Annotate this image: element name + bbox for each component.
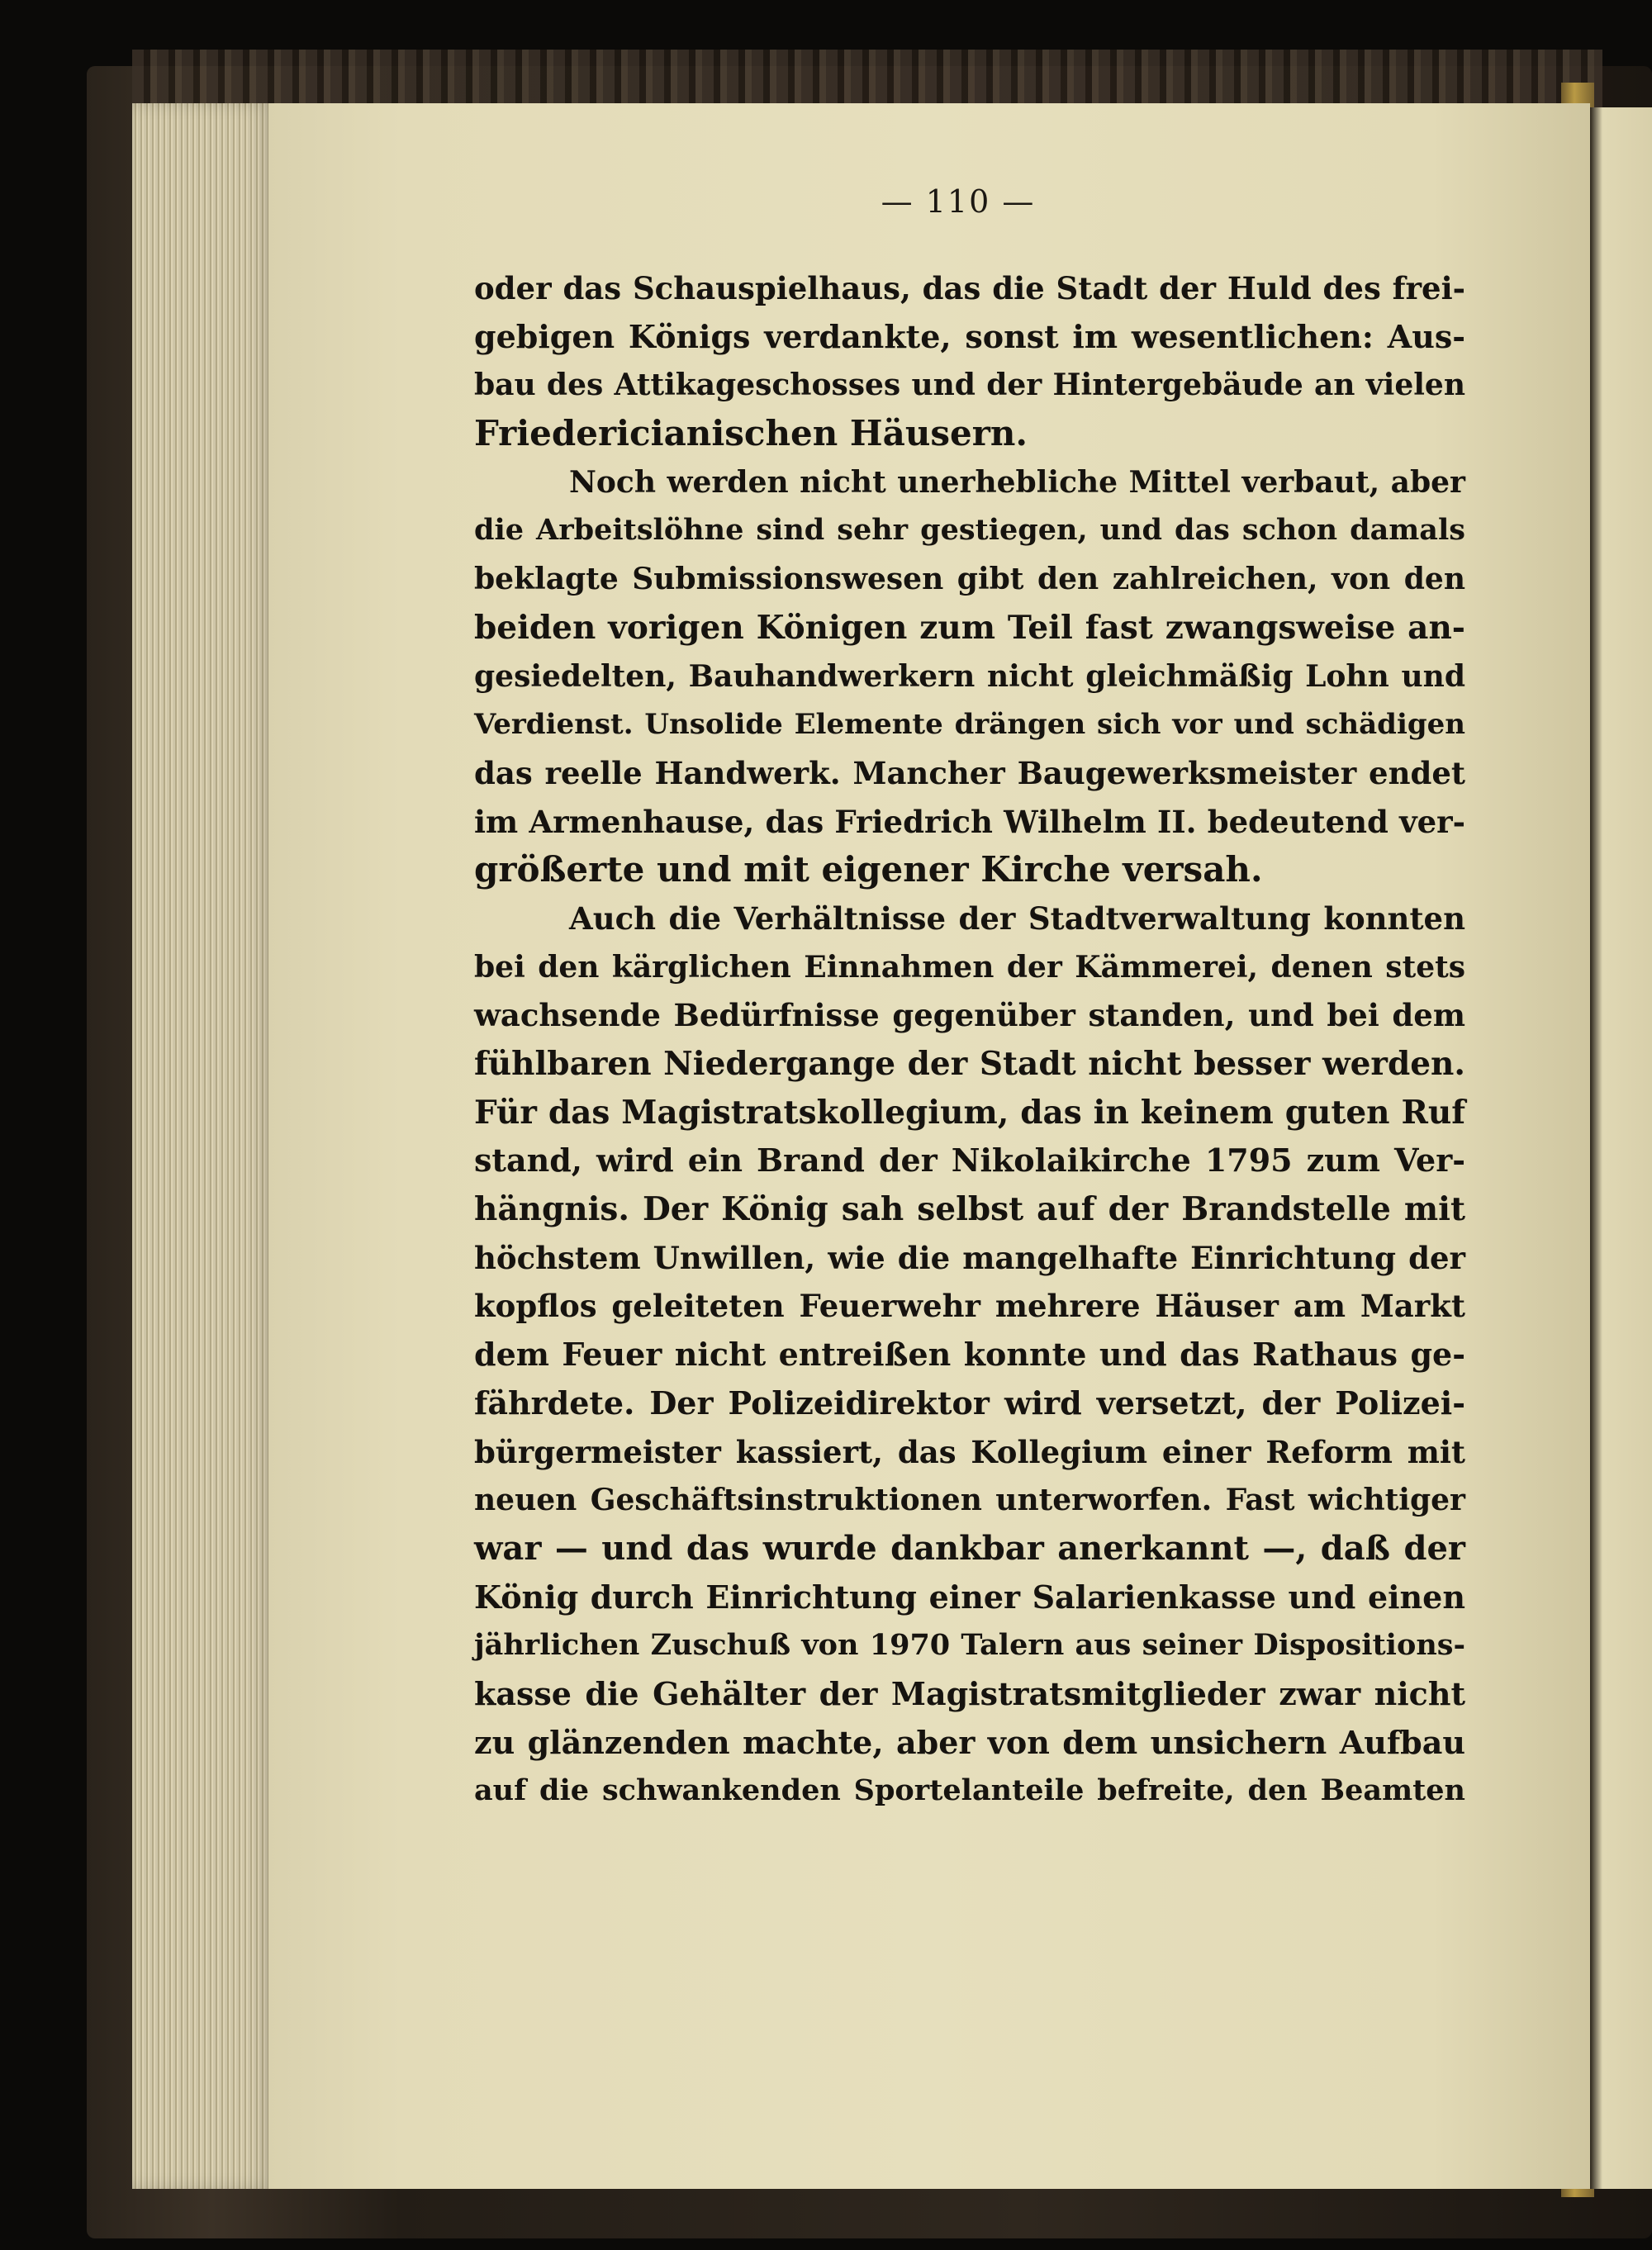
text-line: war — und das wurde dankbar anerkannt —, daß der [474, 1528, 1465, 1568]
text-line: die Arbeitslöhne sind sehr gestiegen, und das schon damals [474, 513, 1465, 548]
text-line: hängnis. Der König sah selbst auf der Brandstelle mit [474, 1190, 1465, 1229]
text-line: im Armenhause, das Friedrich Wilhelm II. bedeutend ver- [474, 803, 1465, 840]
book-spine-top [132, 50, 1602, 107]
text-line: beklagte Submissionswesen gibt den zahlreichen, von den [474, 562, 1465, 597]
text-line: kasse die Gehälter der Magistratsmitglieder zwar nicht [474, 1674, 1465, 1712]
text-line: gesiedelten, Bauhandwerkern nicht gleichmäßig Lohn und [474, 658, 1465, 694]
text-line: bei den kärglichen Einnahmen der Kämmerei, denen stets [474, 949, 1465, 985]
text-line: höchstem Unwillen, wie die mangelhafte Einrichtung der [474, 1239, 1465, 1276]
text-line: bürgermeister kassiert, das Kollegium einer Reform mit [474, 1433, 1465, 1470]
body-text [474, 264, 1465, 1816]
text-line: zu glänzenden machte, aber von dem unsichern Aufbau [474, 1723, 1465, 1761]
text-line: stand, wird ein Brand der Nikolaikirche 1795 zum Ver- [474, 1142, 1465, 1180]
text-line: Friedericianischen Häusern. [474, 413, 1028, 454]
text-line: neuen Geschäftsinstruktionen unterworfen. Fast wichtiger [474, 1483, 1465, 1518]
text-line: jährlichen Zuschuß von 1970 Talern aus seiner Dispositions- [474, 1628, 1465, 1663]
text-line: oder das Schauspielhaus, das die Stadt der Huld des frei- [474, 270, 1465, 306]
text-line: das reelle Handwerk. Mancher Baugewerksmeister endet [474, 754, 1465, 791]
facing-page-edge [1590, 107, 1652, 2189]
text-line: wachsende Bedürfnisse gegenüber standen, und bei dem [474, 997, 1465, 1034]
text-line: Noch werden nicht unerhebliche Mittel verbaut, aber [569, 464, 1465, 500]
text-line: bau des Attikageschosses und der Hintergebäude an vielen [474, 368, 1465, 403]
text-line: Für das Magistratskollegium, das in keinem guten Ruf [474, 1093, 1465, 1132]
text-line: beiden vorigen Königen zum Teil fast zwangsweise an- [474, 608, 1465, 647]
text-line: fühlbaren Niedergange der Stadt nicht besser werden. [474, 1045, 1465, 1083]
text-line: gebigen Königs verdankte, sonst im wesentlichen: Aus- [474, 317, 1465, 355]
page-number: — 110 — [881, 183, 1036, 220]
text-line: größerte und mit eigener Kirche versah. [474, 849, 1263, 890]
page-stack-edge [132, 103, 273, 2189]
text-line: Auch die Verhältnisse der Stadtverwaltung konnten [569, 900, 1465, 937]
text-line: dem Feuer nicht entreißen konnte und das Rathaus ge- [474, 1336, 1465, 1374]
text-line: Verdienst. Unsolide Elemente drängen sich vor und schädigen [474, 708, 1465, 742]
text-line: auf die schwankenden Sportelanteile befreite, den Beamten [474, 1773, 1465, 1808]
text-line: fährdete. Der Polizeidirektor wird versetzt, der Polizei- [474, 1384, 1465, 1422]
text-line: König durch Einrichtung einer Salarienkasse und einen [474, 1578, 1465, 1616]
text-line: kopflos geleiteten Feuerwehr mehrere Häuser am Markt [474, 1288, 1465, 1325]
